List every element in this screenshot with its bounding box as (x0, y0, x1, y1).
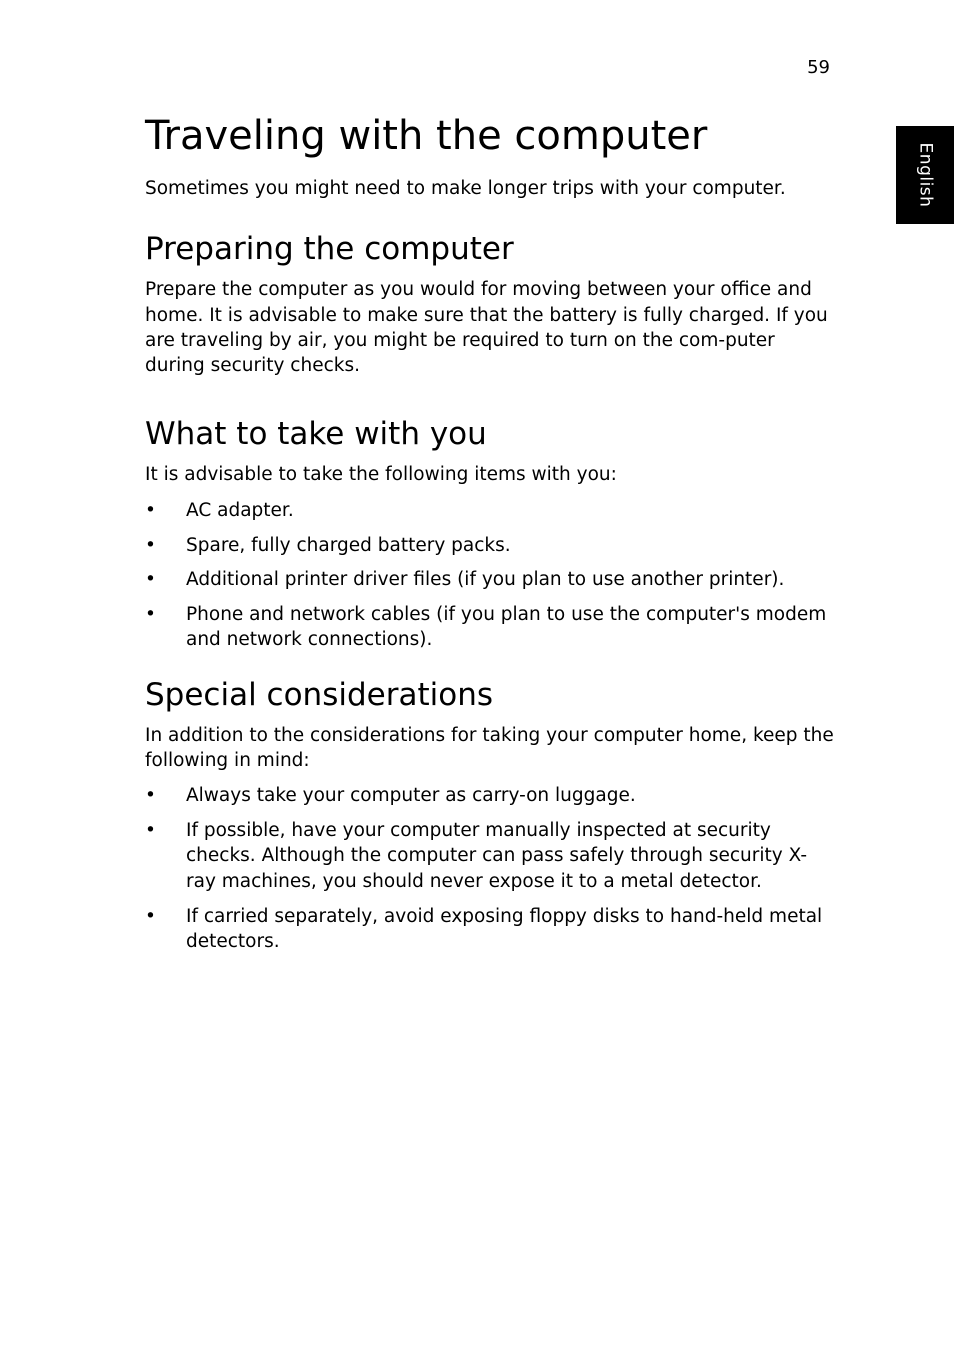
section-lead: It is advisable to take the following items with you: (145, 464, 617, 486)
page-content (145, 110, 835, 964)
section-heading: Preparing the computer (145, 231, 514, 268)
list-item (145, 533, 835, 558)
list-item (145, 602, 835, 653)
bullet: • (145, 569, 156, 591)
list-item-text: AC adapter. (186, 499, 294, 521)
list-item-text: If carried separately, avoid exposing floppy disks to hand-held metal detectors. (186, 905, 823, 952)
bullet: • (145, 499, 156, 521)
list-item (145, 818, 835, 894)
section-preparing (145, 229, 835, 378)
section-heading: Special considerations (145, 676, 493, 713)
section-body: Prepare the computer as you would for moving between your office and home. It is advisable to make sure that the battery is fully charged. If you are traveling by air, you might be required to turn on the com-puter during security checks. (145, 279, 828, 377)
language-tab (896, 126, 954, 224)
list-item-text: Always take your computer as carry-on luggage. (186, 785, 636, 807)
section-heading: What to take with you (145, 416, 487, 453)
bullet: • (145, 534, 156, 556)
list-item (145, 783, 835, 808)
list-item-text: Spare, fully charged battery packs. (186, 534, 511, 556)
language-tab-label: English (915, 142, 936, 208)
bullet: • (145, 604, 156, 626)
section-lead: In addition to the considerations for taking your computer home, keep the following in mind: (145, 724, 834, 772)
bullet: • (145, 820, 156, 842)
section-special-considerations (145, 675, 835, 954)
list-item (145, 498, 835, 523)
page-title: Traveling with the computer (145, 113, 708, 159)
list-item (145, 904, 835, 955)
considerations-list (145, 783, 835, 954)
bullet: • (145, 905, 156, 927)
items-list (145, 498, 835, 653)
list-item-text: Additional printer driver files (if you plan to use another printer). (186, 569, 785, 591)
intro-paragraph: Sometimes you might need to make longer trips with your computer. (145, 178, 786, 199)
bullet: • (145, 785, 156, 807)
list-item (145, 567, 835, 592)
list-item-text: If possible, have your computer manually inspected at security checks. Although the computer can pass safely through security X-ray machines, you should never expose it to a metal detector. (186, 820, 808, 892)
section-what-to-take (145, 414, 835, 652)
page-number: 59 (807, 57, 830, 78)
list-item-text: Phone and network cables (if you plan to use the computer's modem and network connections). (186, 604, 827, 651)
